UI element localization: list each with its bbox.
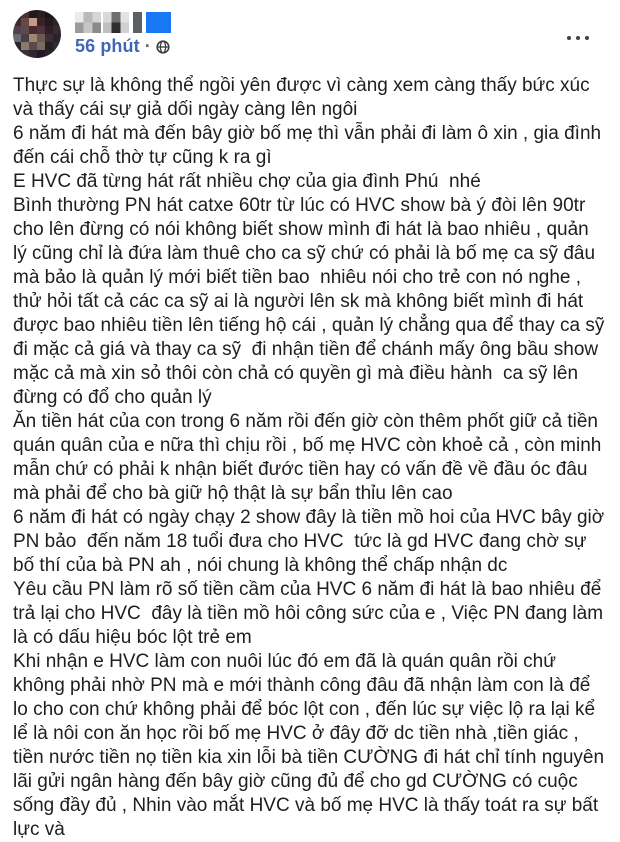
timestamp[interactable]: 56 phút	[75, 35, 140, 56]
redacted-name-block-blue	[146, 12, 171, 33]
post-paragraph: E HVC đã từng hát rất nhiều chợ của gia đình Phú nhé	[13, 171, 481, 192]
redacted-name-block	[75, 12, 101, 33]
redacted-name-block	[133, 12, 142, 33]
meta-separator: ·	[144, 35, 151, 56]
post-paragraph: Yêu cầu PN làm rõ số tiền cầm của HVC 6 năm đi hát là bao nhiêu để trả lại cho HVC đây là tiền mồ hôi công sức của e , Việc PN đang làm là có dấu hiệu bóc lột trẻ em	[13, 579, 609, 648]
ellipsis-icon	[576, 36, 580, 40]
globe-icon	[156, 40, 170, 54]
avatar-pixelated-image	[13, 10, 61, 58]
more-options-button[interactable]	[558, 28, 598, 48]
post-paragraph: 6 năm đi hát mà đến bây giờ bố mẹ thì vẫn phải đi làm ô xin , gia đình đến cái chỗ thờ tự cũng k ra gì	[13, 123, 607, 168]
redacted-name-block	[103, 12, 129, 33]
post-paragraph: 6 năm đi hát có ngày chạy 2 show đây là tiền mồ hoi của HVC bây giờ PN bảo đến năm 18 tuổi đưa cho HVC tức là gd HVC đang chờ sự bố thí của bà PN ah , nói chung là không thể chấp nhận dc	[13, 507, 610, 576]
post-header	[0, 0, 620, 70]
ellipsis-icon	[585, 36, 589, 40]
post-paragraph: Khi nhận e HVC làm con nuôi lúc đó em đã là quán quân rồi chứ không phải nhờ PN mà e mới thành công đâu đã nhận làm con là để lo cho con chứ không phải để bóc lột con , đến lúc sự việc lộ ra lại kể lể là nôi con ăn học rồi bố mẹ HVC ở đây đỡ dc tiền nhà ,tiền giác , tiền nước tiền nọ tiền kia xin lỗi bà tiền CƯỜNG đi hát chỉ tính nguyên lãi gửi ngân hàng đến bây giờ cũng đủ để cho gd CƯỜNG có cuộc sống đầy đủ , Nhin vào mắt HVC và bố mẹ HVC là thấy toát ra sự bất lực và	[13, 651, 610, 840]
post-text	[0, 74, 620, 842]
post-paragraph: Bình thường PN hát catxe 60tr từ lúc có HVC show bà ý đòi lên 90tr cho lên đừng có nói không biết show mình đi hát là bao nhiêu , quản lý cũng chỉ là đứa làm thuê cho ca sỹ chứ có phải là bố mẹ ca sỹ đâu mà bảo là quản lý mới biết tiền bao nhiêu nói cho trẻ con nó nghe , thử hỏi tất cả các ca sỹ ai là người lên sk mà không biết mình đi hát được bao nhiêu tiền lên tiếng hộ cái , quản lý chẳng qua để thay ca sỹ đi mặc cả giá và thay ca sỹ đi nhận tiền để chánh mấy ông bầu show mặc cả mà xin sỏ thôi còn chả có quyền gì mà điều hành ca sỹ lên đừng có đổ cho quản lý	[13, 195, 615, 408]
post-paragraph: Thực sự là không thể ngồi yên được vì càng xem càng thấy bức xúc và thấy cái sự giả dối ngày càng lên ngôi	[13, 75, 595, 120]
post-paragraph: Ăn tiền hát của con trong 6 năm rồi đến giờ còn thêm phốt giữ cả tiền quán quân của e nữa thì chịu rồi , bố mẹ HVC còn khoẻ cả , còn minh mẫn chứ có phải k nhận biết đước tiền hay có vấn đề về đầu óc đâu mà phải để cho bà giữ hộ thật là sự bẩn thỉu lên cao	[13, 411, 607, 504]
ellipsis-icon	[567, 36, 571, 40]
avatar[interactable]	[13, 10, 61, 58]
post-meta	[75, 34, 170, 58]
